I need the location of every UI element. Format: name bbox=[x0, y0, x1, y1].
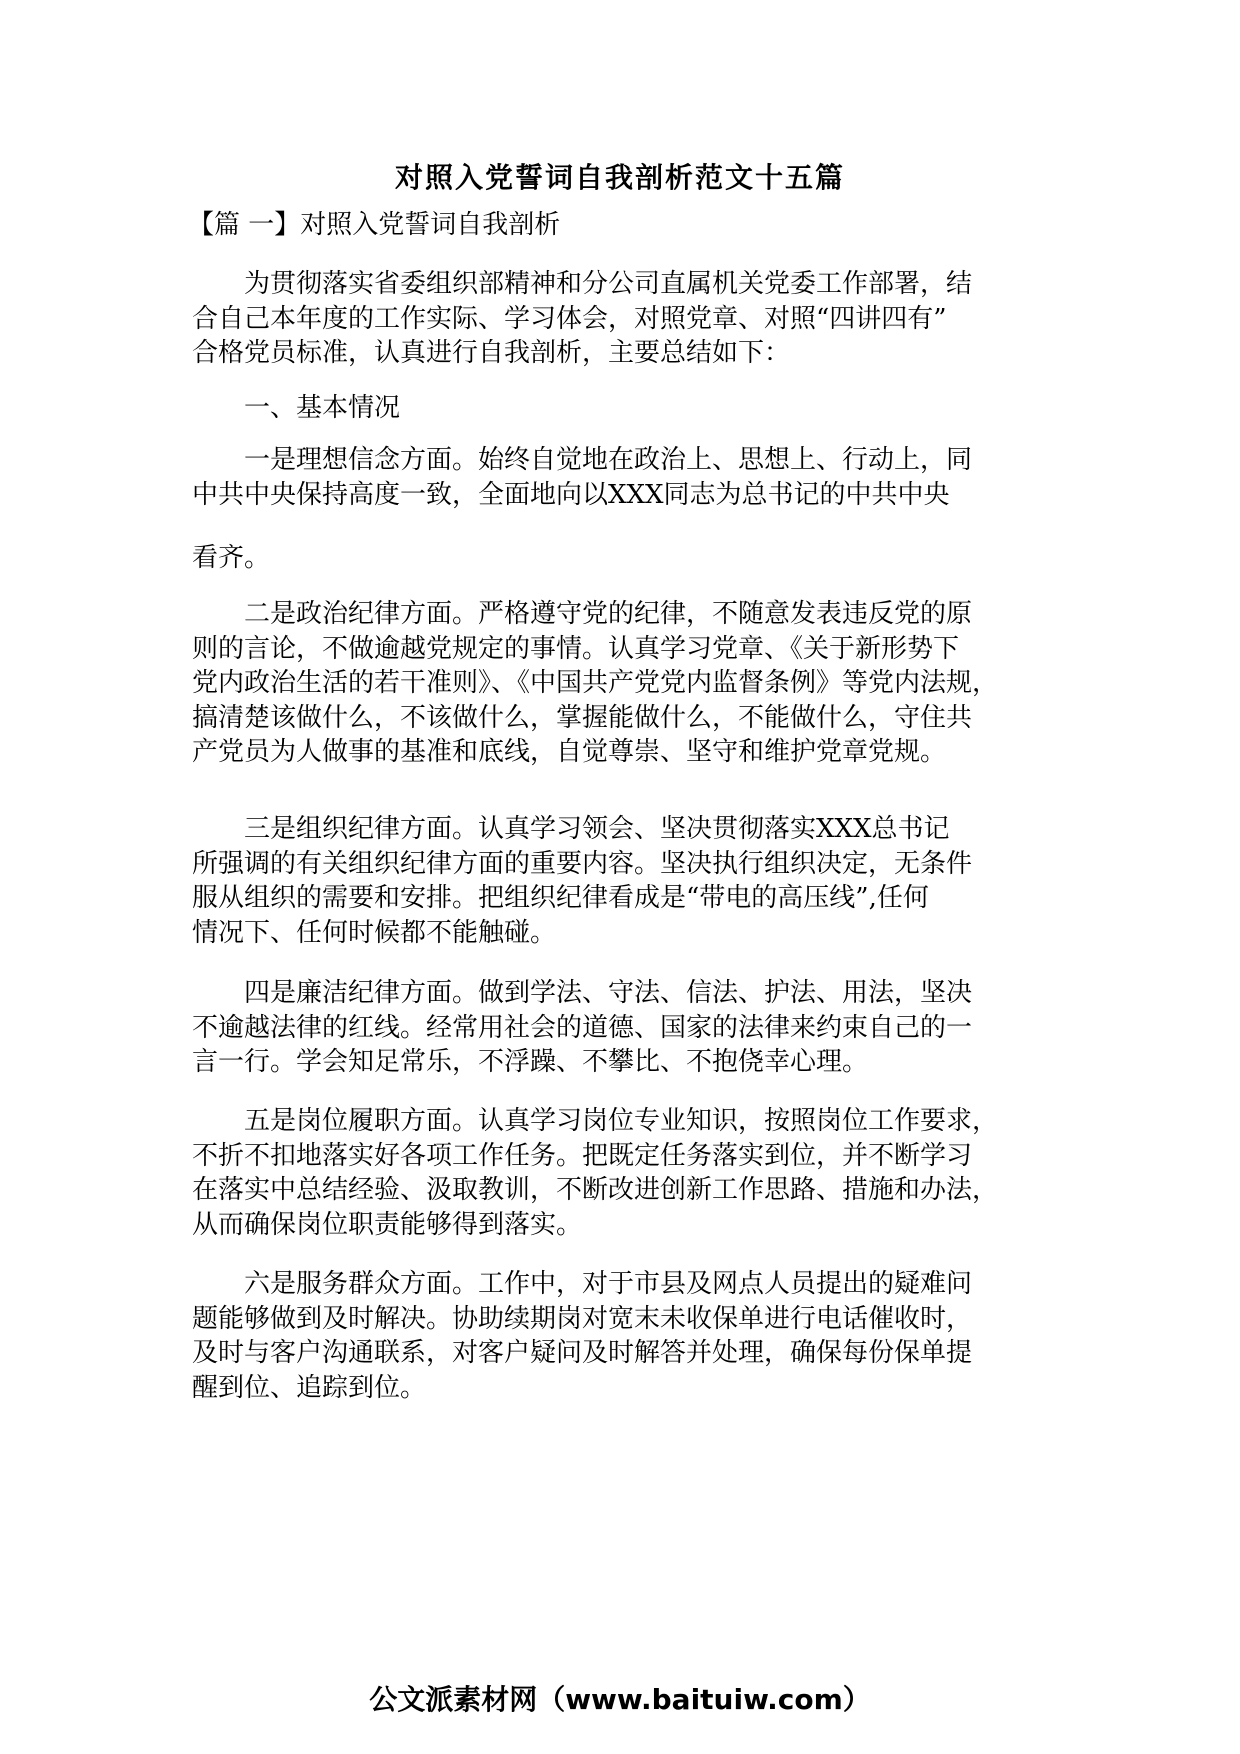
item-line: 从而确保岗位职责能够得到落实。 bbox=[192, 1209, 583, 1240]
section-heading: 【篇 一】对照入党誓词自我剖析 bbox=[188, 210, 561, 240]
item-political-discipline-paragraph bbox=[192, 597, 1048, 770]
item-job-duties-paragraph bbox=[192, 1104, 1048, 1242]
intro-line: 合格党员标准，认真进行自我剖析，主要总结如下： bbox=[192, 338, 791, 368]
item-line: 不折不扣地落实好各项工作任务。把既定任务落实到位，并不断学习 bbox=[192, 1140, 973, 1171]
item-serving-masses-paragraph bbox=[192, 1267, 1048, 1405]
item-line: 不逾越法律的红线。经常用社会的道德、国家的法律来约束自己的一 bbox=[192, 1012, 973, 1043]
item-ideals-paragraph bbox=[192, 443, 1048, 512]
intro-paragraph bbox=[192, 267, 1048, 371]
item-line: 及时与客户沟通联系，对客户疑问及时解答并处理，确保每份保单提 bbox=[192, 1338, 973, 1368]
footer-watermark: 公文派素材网（www.baituiw.com） bbox=[369, 1683, 871, 1716]
heading-basic-situation bbox=[192, 391, 1048, 426]
item-line: 中共中央保持高度一致，全面地向以XXX同志为总书记的中共中央 bbox=[192, 479, 950, 510]
item-line: 情况下、任何时候都不能触碰。 bbox=[192, 917, 557, 948]
intro-line: 合自己本年度的工作实际、学习体会，对照党章、对照“四讲四有” bbox=[192, 303, 947, 334]
item-line: 看齐。 bbox=[192, 543, 271, 573]
item-line: 产党员为人做事的基准和底线，自觉尊崇、坚守和维护党章党规。 bbox=[192, 737, 947, 767]
item-ideals-tail bbox=[192, 541, 1048, 576]
item-line: 五是岗位履职方面。认真学习岗位专业知识，按照岗位工作要求， bbox=[244, 1106, 999, 1136]
item-line: 一是理想信念方面。始终自觉地在政治上、思想上、行动上，同 bbox=[244, 445, 973, 475]
item-line: 二是政治纪律方面。严格遵守党的纪律，不随意发表违反党的原 bbox=[244, 599, 973, 629]
item-integrity-discipline-paragraph bbox=[192, 976, 1048, 1080]
item-line: 醒到位、追踪到位。 bbox=[192, 1372, 427, 1403]
item-line: 服从组织的需要和安排。把组织纪律看成是“带电的高压线”,任何 bbox=[192, 883, 929, 913]
item-line: 六是服务群众方面。工作中，对于市县及网点人员提出的疑难问 bbox=[244, 1269, 973, 1299]
item-line: 搞清楚该做什么，不该做什么，掌握能做什么，不能做什么，守住共 bbox=[192, 702, 973, 733]
item-line: 则的言论，不做逾越党规定的事情。认真学习党章、《关于新形势下 bbox=[192, 633, 960, 664]
heading-line: 一、基本情况 bbox=[244, 393, 401, 423]
item-line: 四是廉洁纪律方面。做到学法、守法、信法、护法、用法，坚决 bbox=[244, 978, 973, 1008]
document-title: 对照入党誓词自我剖析范文十五篇 bbox=[394, 161, 845, 194]
item-line: 党内政治生活的若干准则》、《中国共产党党内监督条例》等党内法规， bbox=[192, 668, 999, 698]
item-line: 言一行。学会知足常乐，不浮躁、不攀比、不抱侥幸心理。 bbox=[192, 1047, 869, 1077]
item-line: 三是组织纪律方面。认真学习领会、坚决贯彻落实XXX总书记 bbox=[244, 814, 950, 844]
item-line: 题能够做到及时解决。协助续期岗对宽末未收保单进行电话催收时， bbox=[192, 1303, 973, 1334]
item-line: 在落实中总结经验、汲取教训，不断改进创新工作思路、措施和办法， bbox=[192, 1175, 999, 1205]
item-line: 所强调的有关组织纪律方面的重要内容。坚决执行组织决定，无条件 bbox=[192, 848, 973, 879]
intro-line: 为贯彻落实省委组织部精神和分公司直属机关党委工作部署，结 bbox=[244, 269, 973, 299]
item-organizational-discipline-paragraph bbox=[192, 812, 1048, 950]
